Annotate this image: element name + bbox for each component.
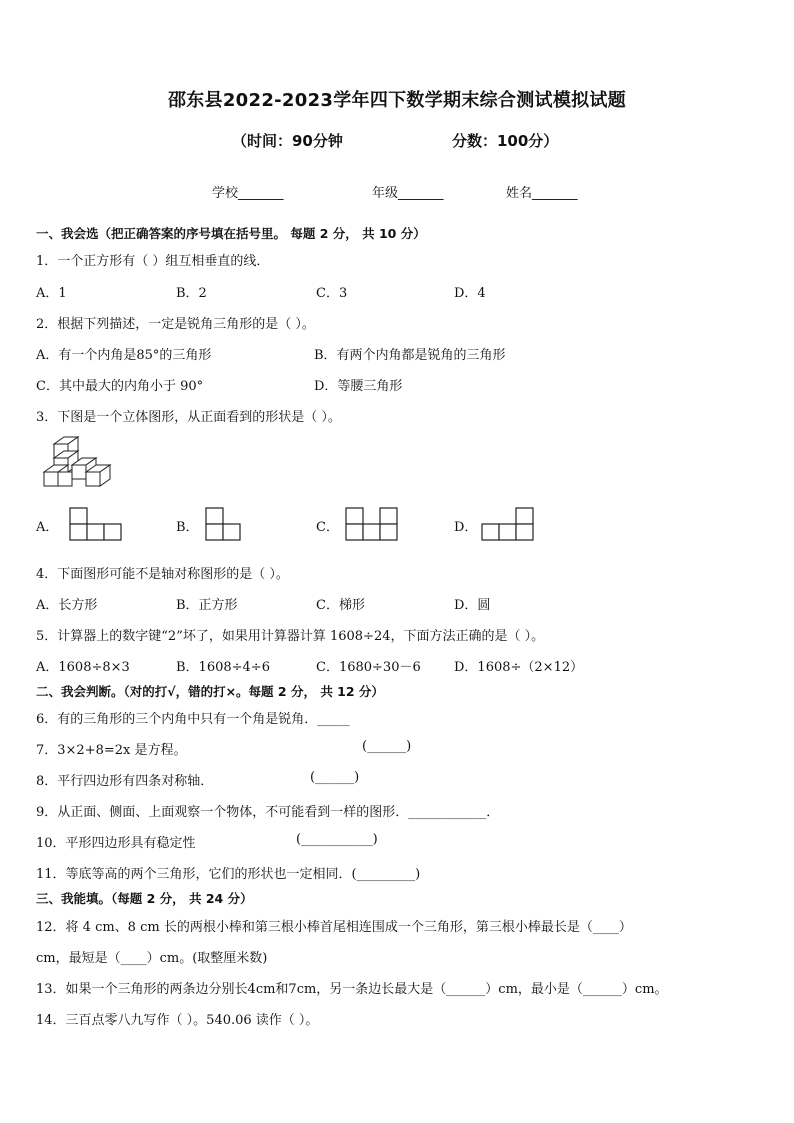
q1-option-c: C．3: [316, 286, 348, 301]
q3-option-b-figure: [204, 506, 244, 542]
q3-option-b: B．: [176, 520, 199, 535]
name-field: 姓名_______: [506, 186, 578, 201]
q3-option-c: C．: [316, 520, 339, 535]
section-3-heading: 三、我能填。（每题 2 分， 共 24 分）: [36, 891, 253, 906]
q2-option-d: D．等腰三角形: [314, 379, 403, 394]
question-2: 2．根据下列描述，一定是锐角三角形的是（ ）。: [36, 317, 315, 332]
q2-option-a: A．有一个内角是85°的三角形: [36, 348, 212, 363]
exam-score: 分数：100分）: [452, 132, 559, 150]
q5-option-c: C．1680÷30－6: [316, 660, 421, 675]
q3-option-d: D．: [454, 520, 478, 535]
q1-option-a: A．1: [36, 286, 67, 301]
q3-option-d-figure: [480, 506, 538, 542]
q2-option-b: B．有两个内角都是锐角的三角形: [314, 348, 506, 363]
school-field: 学校_______: [212, 186, 284, 201]
question-6: 6．有的三角形的三个内角中只有一个角是锐角．_____: [36, 712, 350, 727]
q5-option-a: A．1608÷8×3: [36, 660, 130, 675]
question-3: 3．下图是一个立体图形，从正面看到的形状是（ ）。: [36, 410, 341, 425]
question-10: 10．平形四边形具有稳定性: [36, 836, 196, 851]
exam-time: （时间：90分钟: [232, 132, 343, 150]
q8-answer-blank[interactable]: (______): [310, 770, 360, 785]
q5-option-d: D．1608÷（2×12）: [454, 660, 584, 675]
q4-option-c: C．梯形: [316, 598, 365, 613]
question-13: 13．如果一个三角形的两条边分别长4cm和7cm，另一条边长最大是（______）cm，最小是（______）cm。: [36, 982, 668, 997]
question-4: 4．下面图形可能不是轴对称图形的是（ ）。: [36, 567, 289, 582]
question-5: 5．计算器上的数字键“2”坏了，如果用计算器计算 1608÷24，下面方法正确的是（ ）。: [36, 629, 545, 644]
question-8: 8．平行四边形有四条对称轴．: [36, 774, 214, 789]
q2-option-c: C．其中最大的内角小于 90°: [36, 379, 204, 394]
q4-option-b: B．正方形: [176, 598, 238, 613]
page-title: 邵东县2022-2023学年四下数学期末综合测试模拟试题: [167, 90, 627, 111]
q10-answer-blank[interactable]: (___________): [296, 832, 378, 847]
section-2-heading: 二、我会判断。（对的打√，错的打×。每题 2 分， 共 12 分）: [36, 684, 384, 699]
cube-figure: [40, 434, 114, 490]
question-11: 11．等底等高的两个三角形，它们的形状也一定相同．(_________): [36, 867, 421, 882]
q5-option-b: B．1608÷4÷6: [176, 660, 270, 675]
question-1: 1．一个正方形有（ ）组互相垂直的线．: [36, 254, 270, 269]
grade-field: 年级_______: [372, 186, 444, 201]
question-7: 7．3×2+8=2x 是方程。: [36, 743, 187, 758]
question-12-line-2: cm，最短是（____）cm。(取整厘米数): [36, 951, 268, 966]
q1-option-b: B．2: [176, 286, 207, 301]
question-12-line-1: 12．将 4 cm、8 cm 长的两根小棒和第三根小棒首尾相连围成一个三角形，第三根小棒最长是（____）: [36, 920, 632, 935]
q4-option-d: D．圆: [454, 598, 491, 613]
q3-option-c-figure: [344, 506, 402, 542]
section-1-heading: 一、我会选（把正确答案的序号填在括号里。 每题 2 分， 共 10 分）: [36, 226, 426, 241]
q3-option-a-figure: [68, 506, 124, 542]
q1-option-d: D．4: [454, 286, 486, 301]
question-14: 14．三百点零八九写作（ ）。540.06 读作（ ）。: [36, 1013, 319, 1028]
q3-option-a: A．: [36, 520, 59, 535]
q7-answer-blank[interactable]: (______): [362, 739, 412, 754]
question-9: 9．从正面、侧面、上面观察一个物体，不可能看到一样的图形．____________．: [36, 805, 500, 820]
q4-option-a: A．长方形: [36, 598, 98, 613]
